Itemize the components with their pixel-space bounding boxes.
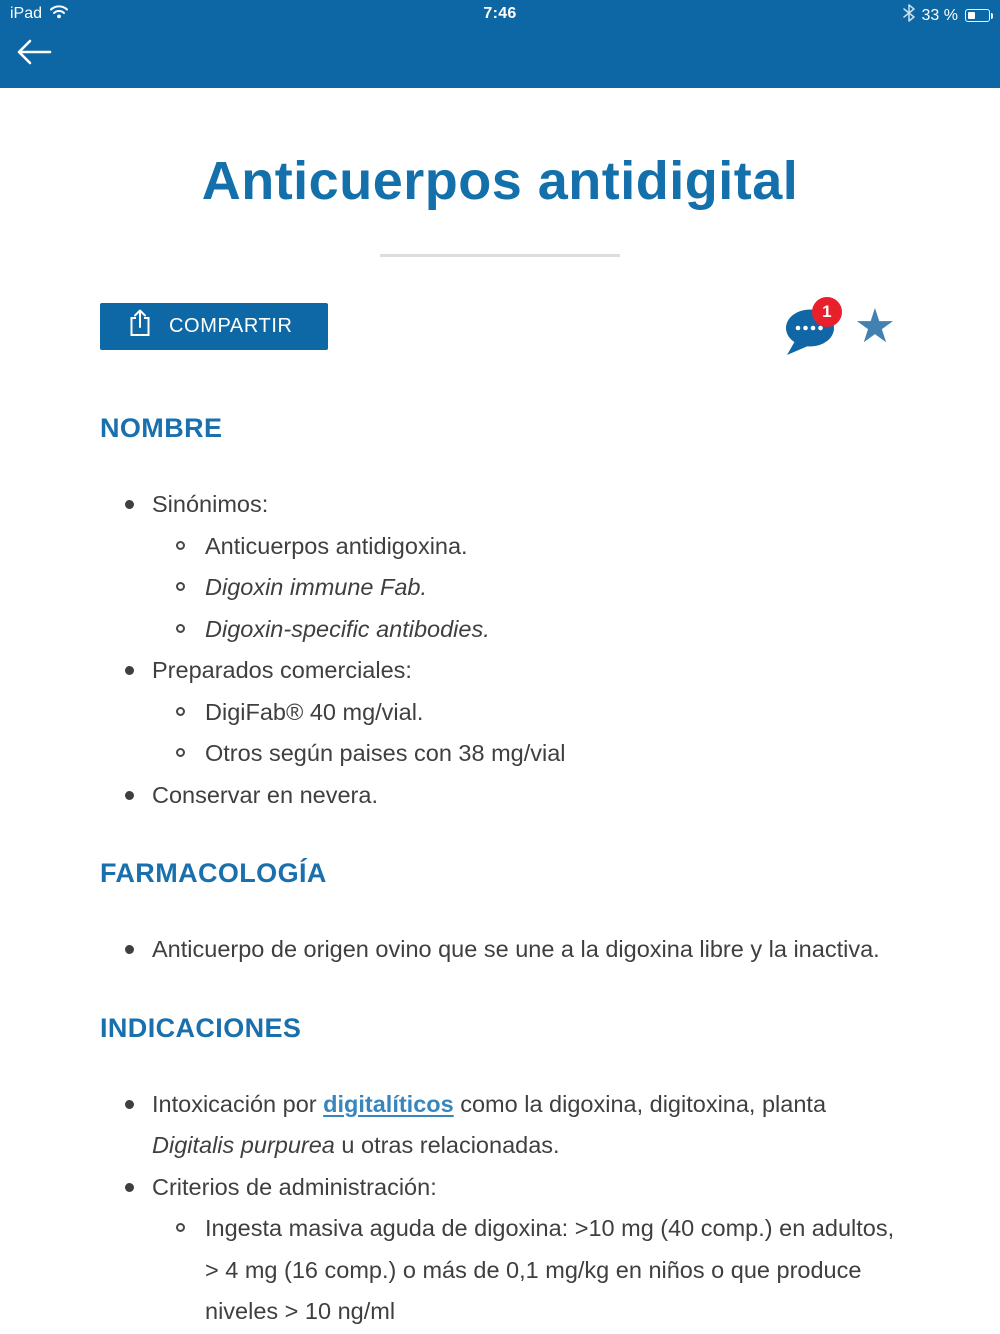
list-item-text [205,533,468,559]
section-heading: INDICACIONES [100,1012,302,1043]
dot-bullet-icon [125,500,134,509]
bullet-list [100,929,900,971]
list-item-text [152,657,412,683]
list-item [100,775,900,817]
list-item [100,1208,900,1333]
text-segment: Conservar en nevera. [152,781,378,808]
list-item [100,733,900,775]
list-item-text [205,740,566,766]
text-segment: Otros según paises con 38 mg/vial [205,740,566,766]
battery-percent-label: 33 % [921,6,958,24]
text-segment: Anticuerpos antidigoxina. [205,532,468,559]
dot-bullet-icon [125,1183,134,1192]
list-item [100,650,900,692]
list-item [100,609,900,651]
battery-icon [965,9,990,22]
dot-bullet-icon [125,1100,134,1109]
text-segment: Digoxin-specific antibodies. [205,615,490,642]
text-segment: Ingesta masiva aguda de digoxina: >10 mg (40 comp.) en adultos, > 4 mg (16 comp.) o más de 0,1 mg/kg en niños o que produce niveles > 10 ng/ml [205,1215,895,1324]
list-item [100,567,900,609]
arrow-left-icon [14,56,54,71]
text-segment: como la digoxina, digitoxina, planta [453,1090,827,1117]
device-label: iPad [10,5,43,22]
action-icons [782,297,900,355]
circle-bullet-icon [176,707,185,716]
list-item [100,526,900,568]
section-heading: FARMACOLOGÍA [100,858,327,888]
text-segment: DigiFab® 40 mg/vial. [205,698,424,725]
dot-bullet-icon [125,791,134,800]
list-item [100,1167,900,1209]
favorite-button[interactable] [853,298,896,354]
list-item [100,692,900,734]
list-item-text [152,491,268,517]
text-segment: Intoxicación por [152,1090,324,1117]
text-segment: Sinónimos: [152,491,269,517]
page-title: Anticuerpos antidigital [201,151,799,211]
share-icon [128,308,152,344]
dot-bullet-icon [125,666,134,675]
circle-bullet-icon [176,1223,185,1232]
list-item-text [152,782,378,808]
toolbar [100,298,900,354]
star-icon: ★ [853,298,896,354]
status-right [903,4,990,27]
circle-bullet-icon [176,748,185,757]
list-item-text [205,574,427,600]
list-item [100,1084,900,1167]
dot-bullet-icon [125,945,134,954]
inline-link[interactable]: digitalíticos [323,1090,454,1117]
content-sections [100,413,900,1333]
text-segment: Preparados comerciales: [152,657,412,683]
share-button[interactable] [100,303,328,350]
back-button[interactable] [12,34,56,73]
list-item-text [205,1215,894,1324]
list-item-text [205,616,490,642]
list-item-text [152,1091,826,1159]
text-segment: Digitalis purpurea [152,1132,335,1158]
clock: 7:46 [483,5,517,22]
comments-count-badge: 1 [812,297,842,327]
share-button-label: COMPARTIR [169,314,293,337]
text-segment: Digoxin immune Fab. [205,574,428,600]
bullet-list [100,1084,900,1333]
list-item [100,484,900,526]
status-bar [0,0,1000,28]
list-item [100,929,900,971]
circle-bullet-icon [176,582,185,591]
circle-bullet-icon [176,541,185,550]
section-heading: NOMBRE [100,413,223,443]
text-segment: u otras relacionadas. [334,1132,560,1158]
list-item-text [152,936,880,962]
text-segment: Anticuerpo de origen ovino que se une a la digoxina libre y la inactiva. [152,936,880,962]
list-item-text [205,699,423,725]
title-divider [380,254,620,257]
text-segment: Criterios de administración: [152,1173,437,1200]
bullet-list [100,484,900,816]
app-header [0,0,1000,88]
list-item-text [152,1174,437,1200]
article-content [0,150,1000,1333]
comments-button[interactable] [782,297,842,355]
circle-bullet-icon [176,624,185,633]
bluetooth-icon [903,4,915,27]
